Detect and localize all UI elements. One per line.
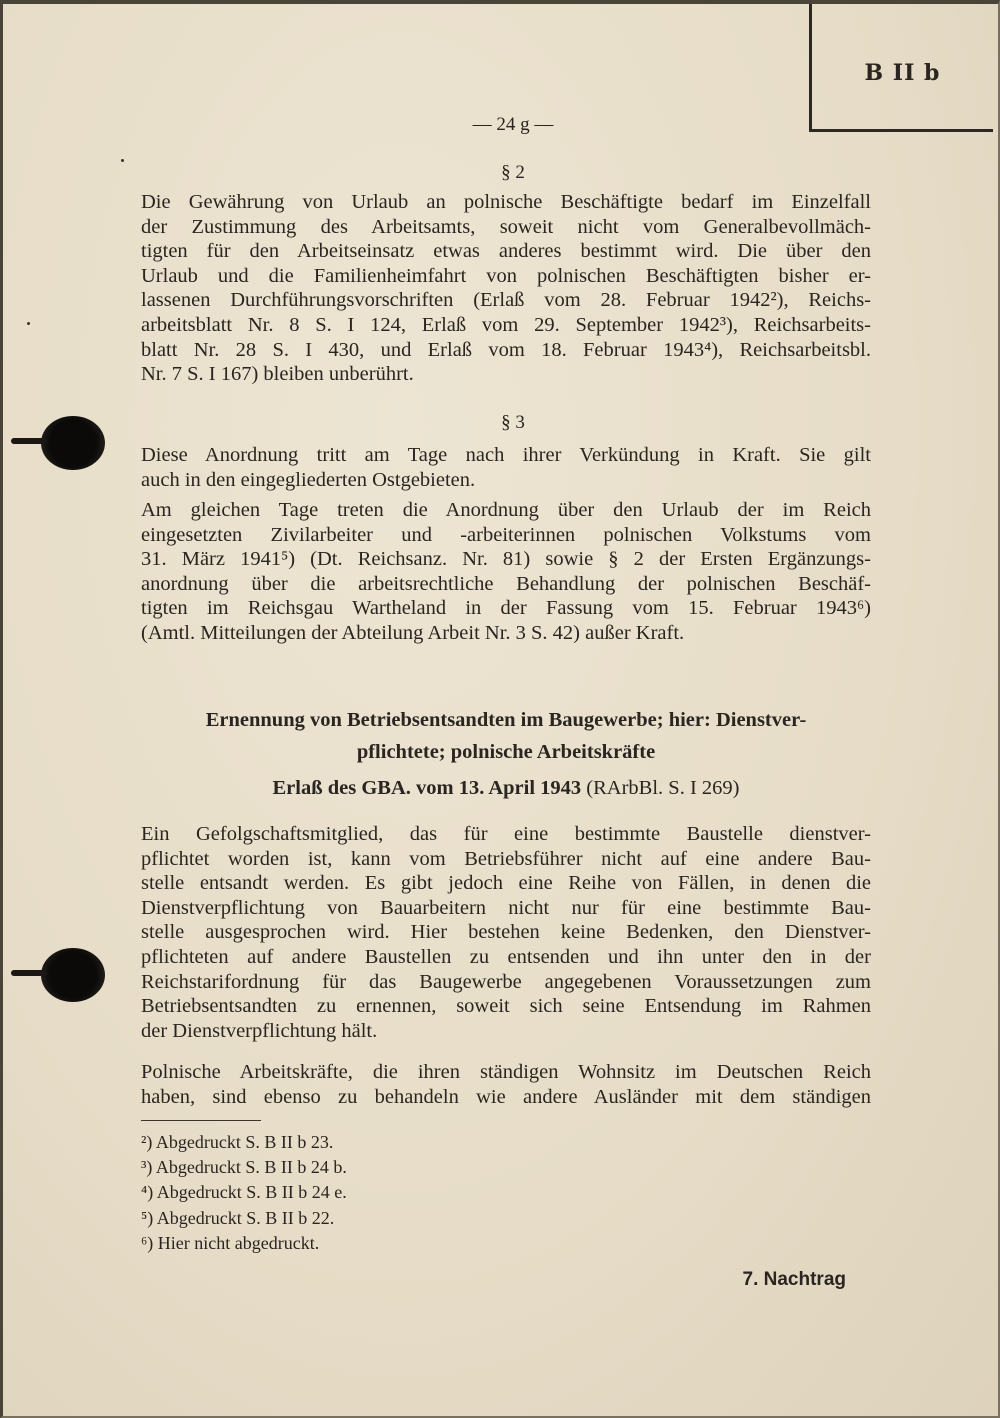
text-line: arbeitsblatt Nr. 8 S. I 124, Erlaß vom 29. September 1942³), Reichsarbeits- bbox=[141, 313, 871, 336]
text-line: Diese Anordnung tritt am Tage nach ihrer Verkündung in Kraft. Sie gilt bbox=[141, 444, 871, 466]
text-line: der Zustimmung des Arbeitsamts, soweit nicht vom Generalbevollmäch- bbox=[141, 215, 871, 238]
text-line: tigten für den Arbeitseinsatz etwas anderes bestimmt wird. Die über den bbox=[141, 240, 871, 263]
text-line: 31. März 1941⁵) (Dt. Reichsanz. Nr. 81) sowie § 2 der Ersten Ergänzungs- bbox=[141, 548, 871, 571]
footnotes bbox=[141, 1130, 347, 1256]
decree-subtitle bbox=[141, 777, 871, 800]
footnote: ⁴) Abgedruckt S. B II b 24 e. bbox=[141, 1182, 347, 1203]
footnote: ²) Abgedruckt S. B II b 23. bbox=[141, 1132, 334, 1152]
text-line: Betriebsentsandten zu ernennen, soweit sich seine Entsendung im Rahmen bbox=[141, 995, 871, 1018]
text-line: auch in den eingegliederten Ostgebieten. bbox=[141, 468, 476, 491]
text-line: lassenen Durchführungsvorschriften (Erlaß vom 28. Februar 1942²), Reichs- bbox=[141, 289, 871, 312]
text-line: anordnung über die arbeitsrechtliche Behandlung der polnischen Beschäf- bbox=[141, 572, 871, 595]
text-line: blatt Nr. 28 S. I 430, und Erlaß vom 18. Februar 1943⁴), Reichsarbeitsbl. bbox=[141, 338, 871, 361]
section-3-heading: § 3 bbox=[501, 412, 525, 433]
punch-hole bbox=[41, 416, 105, 470]
text-line: (Amtl. Mitteilungen der Abteilung Arbeit Nr. 3 S. 42) außer Kraft. bbox=[141, 621, 685, 644]
text-line: tigten im Reichsgau Wartheland in der Fassung vom 15. Februar 1943⁶) bbox=[141, 597, 871, 620]
speck bbox=[27, 322, 30, 325]
decree-paragraph-1 bbox=[141, 822, 871, 1043]
section-box bbox=[809, 4, 993, 132]
text-line: haben, sind ebenso zu behandeln wie andere Ausländer mit dem ständigen bbox=[141, 1085, 871, 1108]
page-number: — 24 g — bbox=[472, 114, 554, 135]
decree-date: Erlaß des GBA. vom 13. April 1943 bbox=[272, 777, 582, 799]
footnote: ⁵) Abgedruckt S. B II b 22. bbox=[141, 1207, 335, 1228]
section-3-paragraph-2 bbox=[141, 498, 871, 646]
text-line: Dienstverpflichtung von Bauarbeitern nicht nur für eine bestimmte Bau- bbox=[141, 896, 871, 919]
text-line: eingesetzten Zivilarbeiter und -arbeiterinnen polnischen Volkstums vom bbox=[141, 523, 871, 546]
decree-title-line: pflichtete; polnische Arbeitskräfte bbox=[356, 741, 656, 763]
decree-paragraph-2 bbox=[141, 1060, 871, 1109]
text-line: pflichtet worden ist, kann vom Betriebsführer nicht auf eine andere Bau- bbox=[141, 847, 871, 870]
text-line: Reichstarifordnung für das Baugewerbe angegebenen Voraussetzungen zum bbox=[141, 970, 871, 993]
section-label: B II b bbox=[864, 60, 941, 86]
section-3-paragraph-1 bbox=[141, 443, 871, 492]
supplement-label: 7. Nachtrag bbox=[742, 1269, 846, 1290]
text-line: der Dienstverpflichtung hält. bbox=[141, 1019, 378, 1042]
text-line: Urlaub und die Familienheimfahrt von polnischen Beschäftigten bisher er- bbox=[141, 264, 871, 287]
section-2-heading: § 2 bbox=[501, 162, 525, 183]
text-line: stelle ausgesprochen wird. Hier bestehen keine Bedenken, den Dienstver- bbox=[141, 921, 871, 944]
decree-title bbox=[141, 704, 871, 768]
footnote: ³) Abgedruckt S. B II b 24 b. bbox=[141, 1157, 347, 1178]
text-line: Nr. 7 S. I 167) bleiben unberührt. bbox=[141, 363, 414, 386]
speck bbox=[121, 159, 124, 162]
footnote-divider bbox=[141, 1120, 261, 1121]
text-line: stelle entsandt werden. Es gibt jedoch eine Reihe von Fällen, in denen die bbox=[141, 872, 871, 895]
decree-reference: (RArbBl. S. I 269) bbox=[581, 777, 740, 799]
text-line: Die Gewährung von Urlaub an polnische Beschäftigte bedarf im Einzelfall bbox=[141, 191, 871, 213]
text-line: pflichteten auf andere Baustellen zu entsenden und ihn unter den in der bbox=[141, 945, 871, 968]
text-line: Ein Gefolgschaftsmitglied, das für eine bestimmte Baustelle dienstver- bbox=[141, 823, 871, 845]
punch-hole bbox=[41, 948, 105, 1002]
section-2-body bbox=[141, 190, 871, 387]
footnote: ⁶) Hier nicht abgedruckt. bbox=[141, 1232, 320, 1253]
decree-title-line: Ernennung von Betriebsentsandten im Baugewerbe; hier: Dienstver- bbox=[205, 709, 807, 731]
text-line: Am gleichen Tage treten die Anordnung über den Urlaub der im Reich bbox=[141, 499, 871, 521]
text-line: Polnische Arbeitskräfte, die ihren ständigen Wohnsitz im Deutschen Reich bbox=[141, 1061, 871, 1083]
